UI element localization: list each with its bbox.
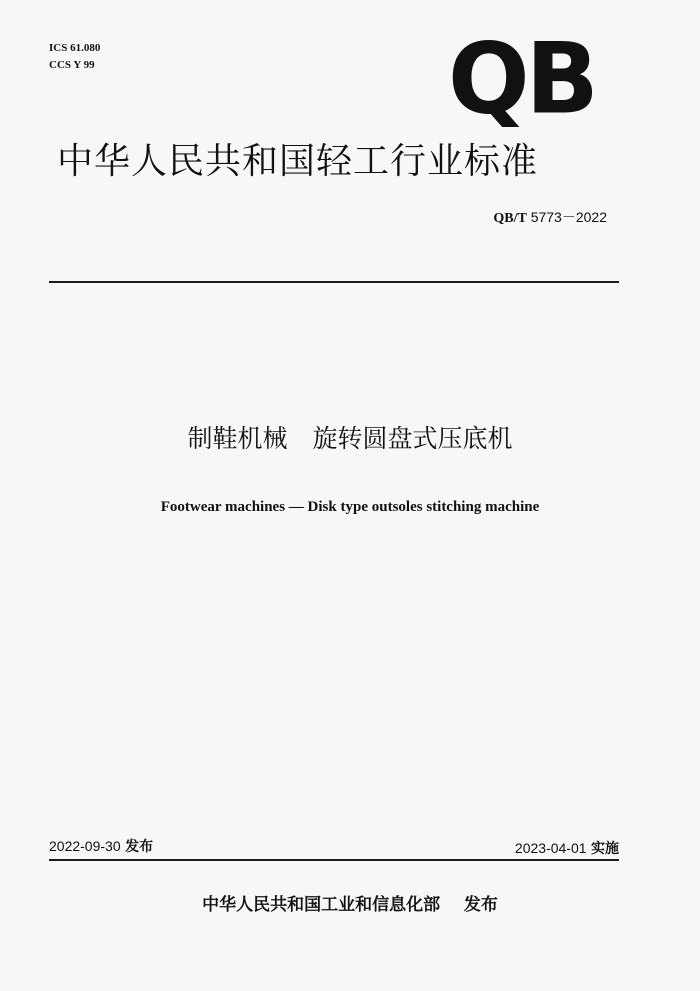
standard-code-prefix: QB/T bbox=[493, 211, 527, 226]
publisher-name: 中华人民共和国工业和信息化部 bbox=[202, 895, 441, 915]
publisher-line bbox=[0, 893, 700, 917]
header-divider bbox=[49, 281, 619, 283]
qb-logo: QB bbox=[448, 21, 595, 136]
implement-date: 2023-04-01 bbox=[514, 840, 587, 856]
ccs-code: CCS Y 99 bbox=[49, 59, 95, 71]
page-title: 中华人民共和国轻工行业标准 bbox=[57, 141, 539, 182]
issue-label: 发布 bbox=[125, 839, 154, 855]
footer-divider bbox=[49, 859, 619, 861]
standard-code bbox=[493, 207, 607, 229]
classification-block bbox=[49, 40, 100, 74]
standard-title-english: Footwear machines — Disk type outsoles stitching machine bbox=[160, 499, 540, 515]
implement-label: 实施 bbox=[591, 841, 619, 857]
standard-title-chinese: 制鞋机械 旋转圆盘式压底机 bbox=[187, 424, 513, 453]
issue-date-line bbox=[49, 836, 153, 857]
standard-code-number: 5773－2022 bbox=[526, 209, 607, 225]
implement-date-line bbox=[515, 838, 619, 859]
publish-label: 发布 bbox=[463, 895, 498, 915]
ics-code: ICS 61.080 bbox=[49, 42, 101, 54]
issue-date: 2022-09-30 bbox=[49, 838, 121, 854]
